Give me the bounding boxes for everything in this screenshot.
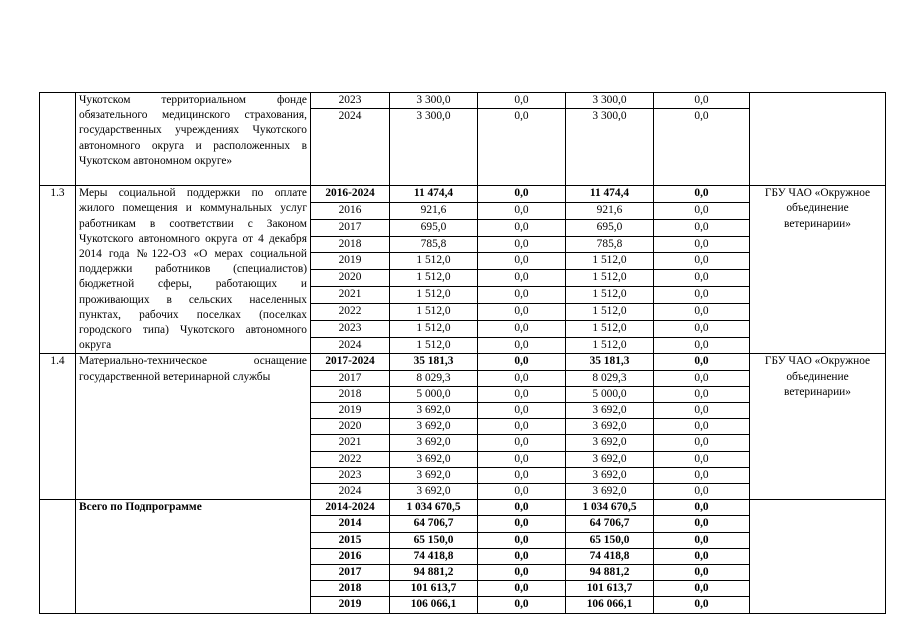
total-cell: 3 692,0 xyxy=(390,403,478,419)
year-cell: 2016 xyxy=(311,203,390,220)
regional-cell: 3 692,0 xyxy=(566,451,654,467)
regional-cell: 1 034 670,5 xyxy=(566,500,654,516)
total-cell: 35 181,3 xyxy=(390,354,478,370)
other-cell: 0,0 xyxy=(654,236,750,253)
executor-cell: ГБУ ЧАО «Окружное объединение ветеринарии» xyxy=(750,354,886,500)
other-cell: 0,0 xyxy=(654,186,750,203)
other-cell: 0,0 xyxy=(654,287,750,304)
executor-cell: ГБУ ЧАО «Окружное объединение ветеринарии» xyxy=(750,186,886,354)
table-row xyxy=(40,93,886,109)
table-sections xyxy=(40,186,886,613)
total-cell: 106 066,1 xyxy=(390,597,478,613)
total-cell: 11 474,4 xyxy=(390,186,478,203)
regional-cell: 3 692,0 xyxy=(566,403,654,419)
year-cell: 2022 xyxy=(311,451,390,467)
other-cell: 0,0 xyxy=(654,484,750,500)
regional-cell: 106 066,1 xyxy=(566,597,654,613)
federal-cell: 0,0 xyxy=(478,500,566,516)
federal-cell: 0,0 xyxy=(478,270,566,287)
regional-cell: 35 181,3 xyxy=(566,354,654,370)
year-cell: 2017 xyxy=(311,219,390,236)
federal-cell: 0,0 xyxy=(478,186,566,203)
year-cell: 2023 xyxy=(311,320,390,337)
row-number-cell xyxy=(40,93,76,186)
federal-cell: 0,0 xyxy=(478,109,566,186)
other-cell: 0,0 xyxy=(654,109,750,186)
year-cell: 2017 xyxy=(311,565,390,581)
regional-cell: 921,6 xyxy=(566,203,654,220)
total-cell: 3 300,0 xyxy=(390,109,478,186)
federal-cell: 0,0 xyxy=(478,581,566,597)
summary-label: Всего по Подпрограмме xyxy=(76,500,311,613)
year-cell: 2014-2024 xyxy=(311,500,390,516)
other-cell: 0,0 xyxy=(654,303,750,320)
federal-cell: 0,0 xyxy=(478,386,566,402)
year-cell: 2019 xyxy=(311,253,390,270)
year-cell: 2016 xyxy=(311,548,390,564)
regional-cell: 94 881,2 xyxy=(566,565,654,581)
other-cell: 0,0 xyxy=(654,451,750,467)
other-cell: 0,0 xyxy=(654,403,750,419)
year-cell: 2017 xyxy=(311,370,390,386)
row-number-cell: 1.4 xyxy=(40,354,76,500)
other-cell: 0,0 xyxy=(654,565,750,581)
total-cell: 785,8 xyxy=(390,236,478,253)
other-cell: 0,0 xyxy=(654,419,750,435)
federal-cell: 0,0 xyxy=(478,354,566,370)
federal-cell: 0,0 xyxy=(478,516,566,532)
summary-number-cell xyxy=(40,500,76,613)
regional-cell: 1 512,0 xyxy=(566,320,654,337)
federal-cell: 0,0 xyxy=(478,303,566,320)
regional-cell: 1 512,0 xyxy=(566,337,654,354)
total-cell: 3 692,0 xyxy=(390,467,478,483)
total-cell: 1 512,0 xyxy=(390,253,478,270)
federal-cell: 0,0 xyxy=(478,370,566,386)
other-cell: 0,0 xyxy=(654,500,750,516)
total-cell: 921,6 xyxy=(390,203,478,220)
measure-name-cell: Меры социальной поддержки по оплате жилого помещения и коммунальных услуг работникам в соответствии с Законом Чукотского автономного округа от 4 декабря 2014 года №122-ОЗ «О мерах социальной поддержки работников (специалистов) бюджетной сферы, работающих и проживающих в сельских населенных пунктах, рабочих поселках (поселках городского типа) Чукотского автономного округа xyxy=(76,186,311,354)
federal-cell: 0,0 xyxy=(478,597,566,613)
table-row xyxy=(40,186,886,203)
executor-cell xyxy=(750,93,886,186)
total-cell: 3 692,0 xyxy=(390,451,478,467)
summary-executor-cell xyxy=(750,500,886,613)
regional-cell: 64 706,7 xyxy=(566,516,654,532)
regional-cell: 3 300,0 xyxy=(566,109,654,186)
regional-cell: 3 692,0 xyxy=(566,419,654,435)
regional-cell: 3 300,0 xyxy=(566,93,654,109)
other-cell: 0,0 xyxy=(654,370,750,386)
federal-cell: 0,0 xyxy=(478,320,566,337)
federal-cell: 0,0 xyxy=(478,219,566,236)
year-cell: 2020 xyxy=(311,270,390,287)
regional-cell: 3 692,0 xyxy=(566,467,654,483)
federal-cell: 0,0 xyxy=(478,253,566,270)
federal-cell: 0,0 xyxy=(478,532,566,548)
year-cell: 2020 xyxy=(311,419,390,435)
year-cell: 2024 xyxy=(311,484,390,500)
regional-cell: 101 613,7 xyxy=(566,581,654,597)
year-cell: 2019 xyxy=(311,597,390,613)
regional-cell: 3 692,0 xyxy=(566,435,654,451)
other-cell: 0,0 xyxy=(654,581,750,597)
year-cell: 2018 xyxy=(311,236,390,253)
other-cell: 0,0 xyxy=(654,203,750,220)
total-cell: 1 512,0 xyxy=(390,337,478,354)
regional-cell: 11 474,4 xyxy=(566,186,654,203)
federal-cell: 0,0 xyxy=(478,337,566,354)
total-cell: 65 150,0 xyxy=(390,532,478,548)
year-cell: 2022 xyxy=(311,303,390,320)
federal-cell: 0,0 xyxy=(478,467,566,483)
regional-cell: 695,0 xyxy=(566,219,654,236)
budget-table xyxy=(39,92,886,614)
regional-cell: 8 029,3 xyxy=(566,370,654,386)
regional-cell: 74 418,8 xyxy=(566,548,654,564)
other-cell: 0,0 xyxy=(654,386,750,402)
total-cell: 1 512,0 xyxy=(390,320,478,337)
year-cell: 2021 xyxy=(311,435,390,451)
other-cell: 0,0 xyxy=(654,270,750,287)
year-cell: 2023 xyxy=(311,467,390,483)
year-cell: 2015 xyxy=(311,532,390,548)
federal-cell: 0,0 xyxy=(478,435,566,451)
measure-name-cell: Чукотском территориальном фонде обязательного медицинского страхования, государственных учреждениях Чукотского автономного округа и расположенных в Чукотском автономном округе» xyxy=(76,93,311,186)
regional-cell: 1 512,0 xyxy=(566,303,654,320)
federal-cell: 0,0 xyxy=(478,287,566,304)
row-number-cell: 1.3 xyxy=(40,186,76,354)
federal-cell: 0,0 xyxy=(478,403,566,419)
table-body xyxy=(40,93,886,186)
regional-cell: 1 512,0 xyxy=(566,287,654,304)
total-cell: 74 418,8 xyxy=(390,548,478,564)
regional-cell: 785,8 xyxy=(566,236,654,253)
total-cell: 101 613,7 xyxy=(390,581,478,597)
measure-name-cell: Материально-техническое оснащение государственной ветеринарной службы xyxy=(76,354,311,500)
other-cell: 0,0 xyxy=(654,219,750,236)
year-cell: 2023 xyxy=(311,93,390,109)
federal-cell: 0,0 xyxy=(478,203,566,220)
federal-cell: 0,0 xyxy=(478,565,566,581)
year-cell: 2021 xyxy=(311,287,390,304)
federal-cell: 0,0 xyxy=(478,419,566,435)
other-cell: 0,0 xyxy=(654,93,750,109)
total-cell: 3 692,0 xyxy=(390,484,478,500)
regional-cell: 65 150,0 xyxy=(566,532,654,548)
table-row xyxy=(40,354,886,370)
year-cell: 2016-2024 xyxy=(311,186,390,203)
total-cell: 5 000,0 xyxy=(390,386,478,402)
total-cell: 94 881,2 xyxy=(390,565,478,581)
total-cell: 3 692,0 xyxy=(390,419,478,435)
other-cell: 0,0 xyxy=(654,467,750,483)
other-cell: 0,0 xyxy=(654,532,750,548)
year-cell: 2018 xyxy=(311,581,390,597)
year-cell: 2018 xyxy=(311,386,390,402)
total-cell: 1 512,0 xyxy=(390,303,478,320)
other-cell: 0,0 xyxy=(654,597,750,613)
total-cell: 3 692,0 xyxy=(390,435,478,451)
regional-cell: 1 512,0 xyxy=(566,253,654,270)
year-cell: 2017-2024 xyxy=(311,354,390,370)
regional-cell: 3 692,0 xyxy=(566,484,654,500)
other-cell: 0,0 xyxy=(654,435,750,451)
other-cell: 0,0 xyxy=(654,253,750,270)
federal-cell: 0,0 xyxy=(478,484,566,500)
regional-cell: 1 512,0 xyxy=(566,270,654,287)
total-cell: 1 512,0 xyxy=(390,287,478,304)
year-cell: 2024 xyxy=(311,109,390,186)
other-cell: 0,0 xyxy=(654,548,750,564)
total-cell: 1 512,0 xyxy=(390,270,478,287)
federal-cell: 0,0 xyxy=(478,548,566,564)
total-cell: 8 029,3 xyxy=(390,370,478,386)
regional-cell: 5 000,0 xyxy=(566,386,654,402)
other-cell: 0,0 xyxy=(654,516,750,532)
federal-cell: 0,0 xyxy=(478,93,566,109)
summary-row xyxy=(40,500,886,516)
year-cell: 2019 xyxy=(311,403,390,419)
year-cell: 2024 xyxy=(311,337,390,354)
year-cell: 2014 xyxy=(311,516,390,532)
total-cell: 3 300,0 xyxy=(390,93,478,109)
federal-cell: 0,0 xyxy=(478,236,566,253)
federal-cell: 0,0 xyxy=(478,451,566,467)
total-cell: 695,0 xyxy=(390,219,478,236)
other-cell: 0,0 xyxy=(654,354,750,370)
other-cell: 0,0 xyxy=(654,320,750,337)
other-cell: 0,0 xyxy=(654,337,750,354)
total-cell: 1 034 670,5 xyxy=(390,500,478,516)
total-cell: 64 706,7 xyxy=(390,516,478,532)
